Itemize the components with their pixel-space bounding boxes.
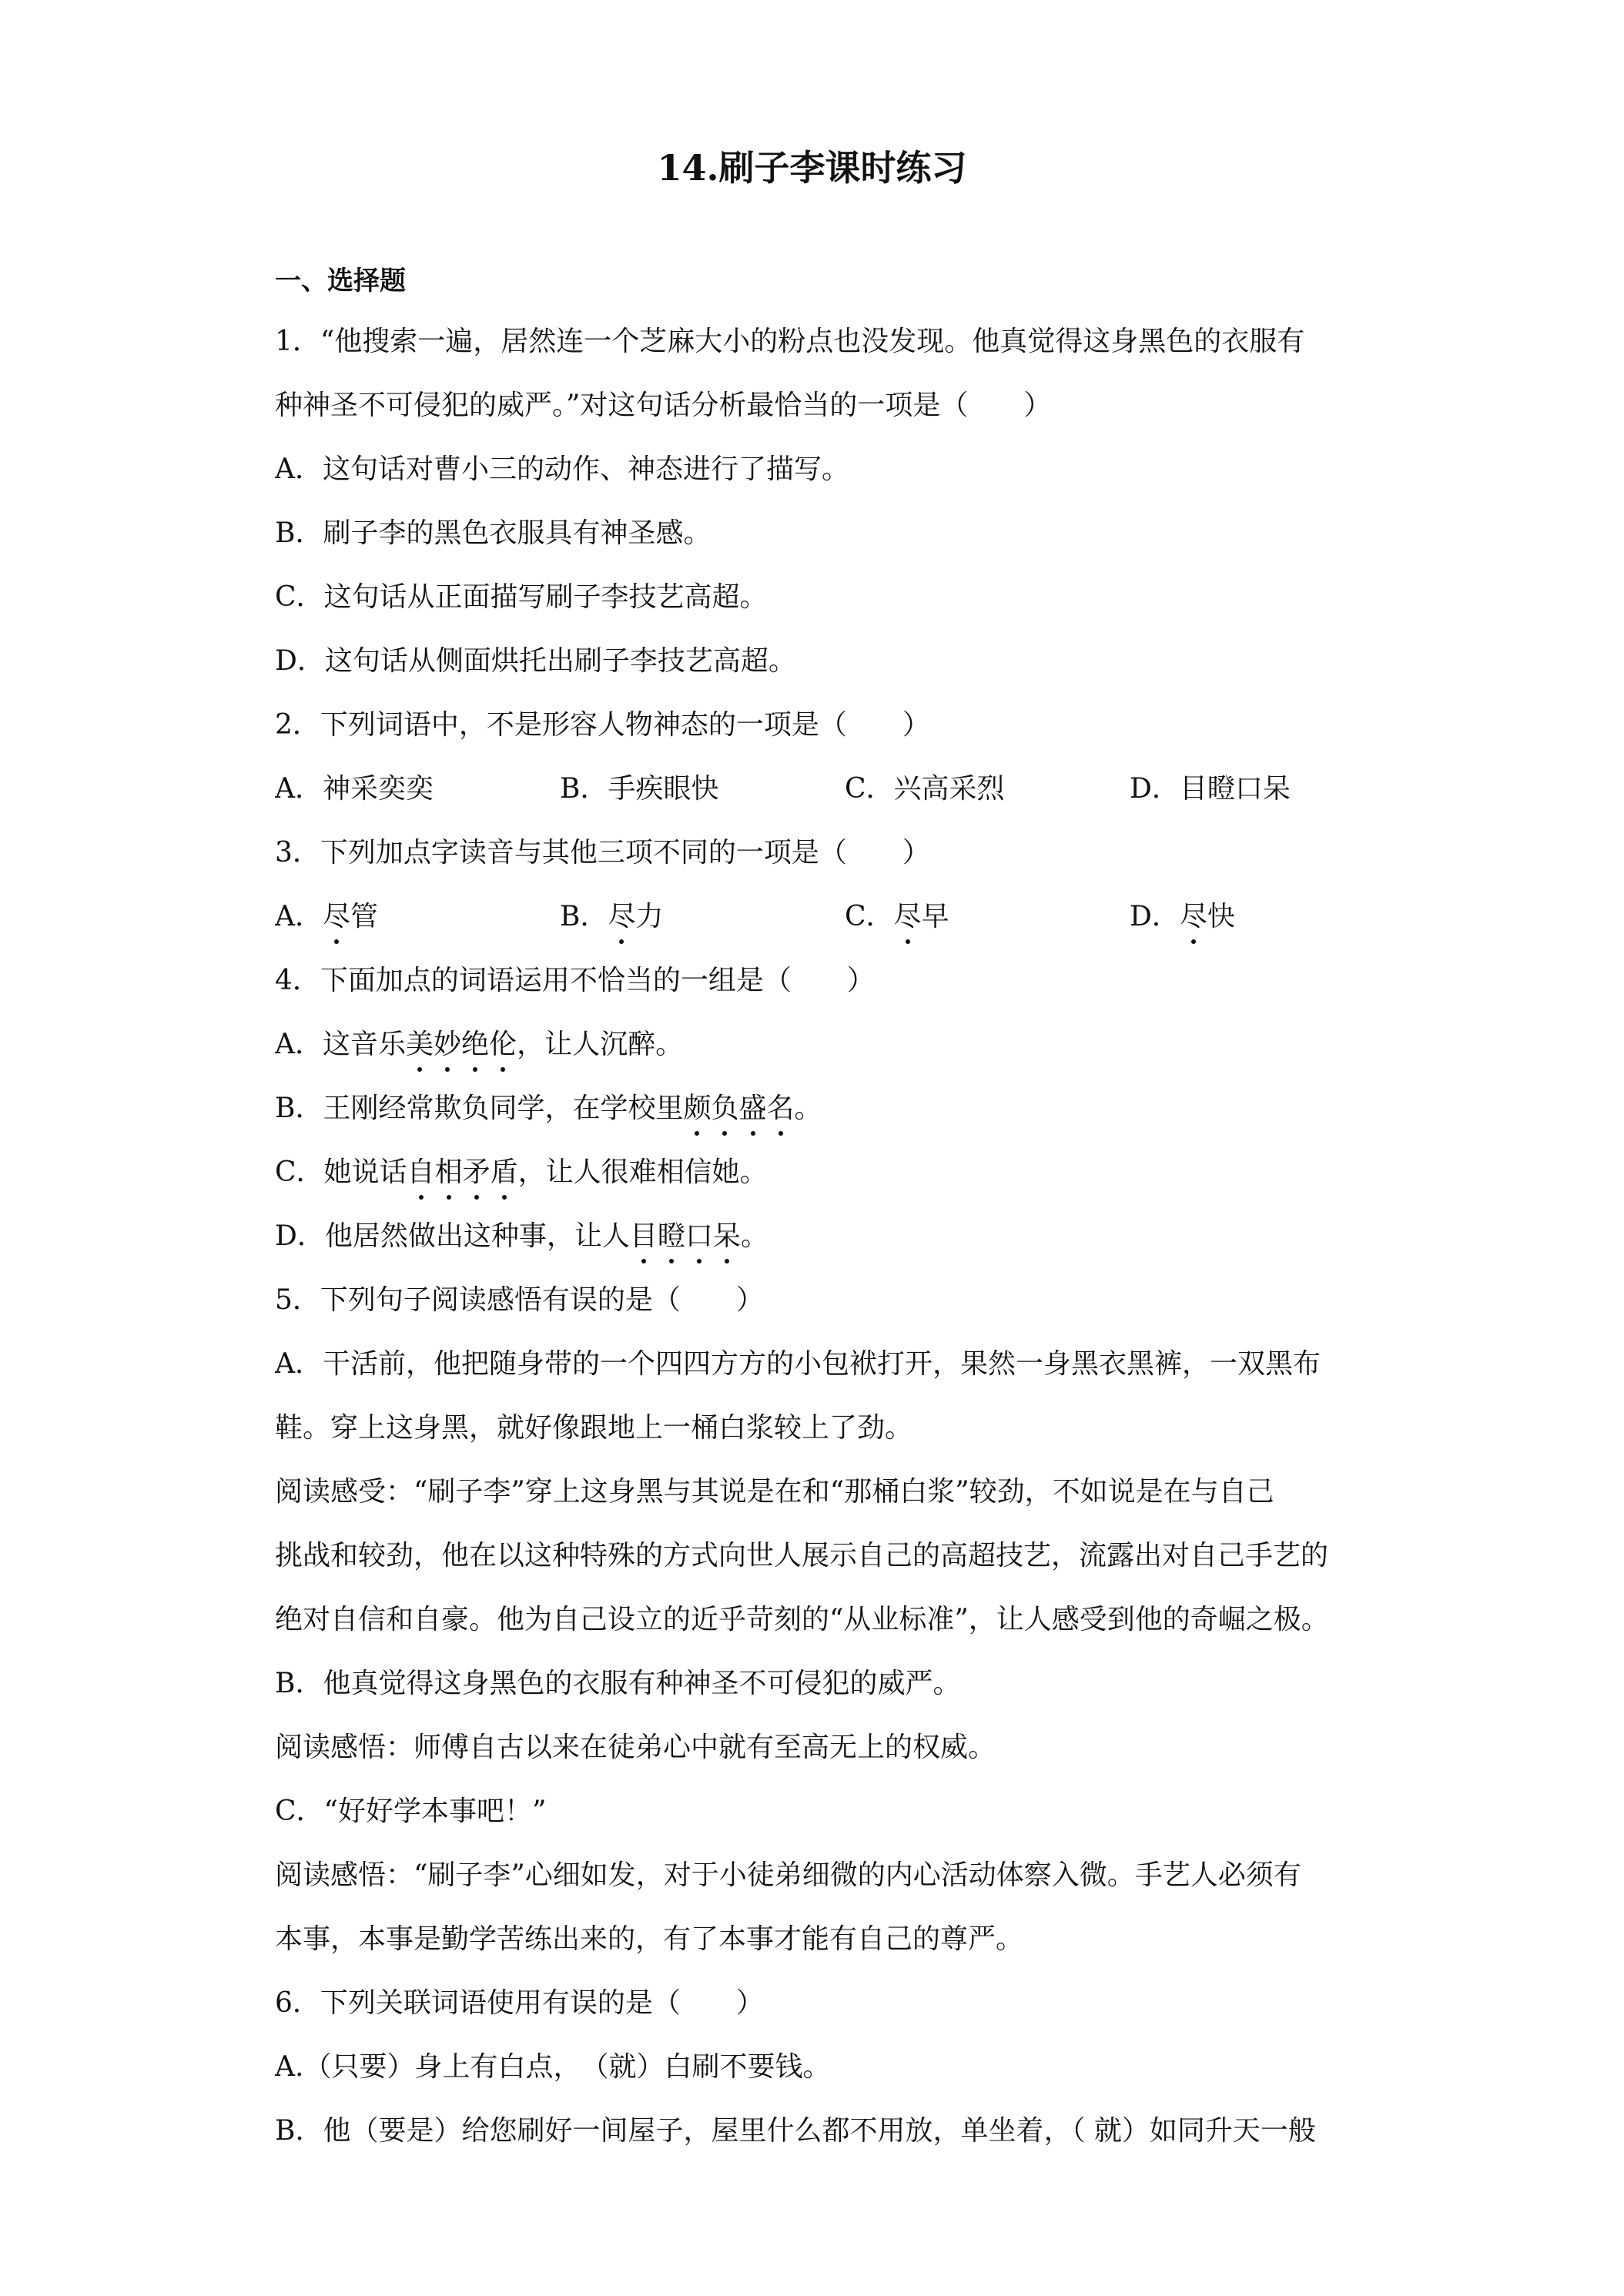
q3-b-dotted-char: 尽 bbox=[608, 885, 635, 949]
q3-a-rest: 管 bbox=[350, 901, 379, 932]
q4-option-d bbox=[275, 1204, 1368, 1268]
q3-option-d bbox=[1130, 885, 1368, 949]
dotted-char: 目 bbox=[630, 1204, 658, 1268]
dotted-char: 口 bbox=[685, 1204, 713, 1268]
q2-option-a: A．神采奕奕 bbox=[275, 773, 434, 805]
section-heading: 一、选择题 bbox=[275, 266, 406, 296]
dotted-char: 盛 bbox=[739, 1076, 767, 1140]
q1-option-d: D．这句话从侧面烘托出刷子李技艺高超。 bbox=[275, 645, 796, 677]
dotted-char: 负 bbox=[711, 1076, 738, 1140]
page-title: 14.刷子李课时练习 bbox=[657, 147, 967, 189]
q6-stem: 6．下列关联词语使用有误的是（ ） bbox=[275, 1987, 764, 2019]
q5-option-c-line1: C．“好好学本事吧！” bbox=[275, 1796, 547, 1827]
q4-option-c bbox=[275, 1140, 1368, 1204]
q5-stem: 5．下列句子阅读感悟有误的是（ ） bbox=[275, 1284, 764, 1316]
q3-a-dotted-char: 尽 bbox=[323, 885, 350, 949]
q3-options bbox=[275, 885, 1368, 949]
q6-option-b: B．他（要是）给您刷好一间屋子，屋里什么都不用放，单坐着，（ 就）如同升天一般 bbox=[275, 2115, 1316, 2147]
q5-option-a-line3: 阅读感受：“刷子李”穿上这身黑与其说是在和“那桶白浆”较劲，不如说是在与自己 bbox=[275, 1476, 1274, 1508]
q5-option-a-line2: 鞋。穿上这身黑，就好像跟地上一桶白浆较上了劲。 bbox=[275, 1412, 913, 1444]
dotted-char: 名 bbox=[767, 1076, 795, 1140]
q4-a-dotted-phrase bbox=[406, 1029, 517, 1060]
q4-b-post: 。 bbox=[794, 1093, 822, 1124]
q5-option-a-line5: 绝对自信和自豪。他为自己设立的近乎苛刻的“从业标准”，让人感受到他的奇崛之极。 bbox=[275, 1604, 1329, 1635]
q4-b-dotted-phrase bbox=[683, 1093, 794, 1124]
q3-option-b bbox=[560, 885, 845, 949]
q3-b-rest: 力 bbox=[635, 901, 664, 932]
q3-c-rest: 早 bbox=[921, 901, 949, 932]
q2-options bbox=[275, 757, 1368, 821]
q5-option-b-line1: B．他真觉得这身黑色的衣服有种神圣不可侵犯的威严。 bbox=[275, 1668, 961, 1699]
dotted-char: 伦 bbox=[489, 1012, 517, 1076]
q3-option-a bbox=[275, 885, 560, 949]
q4-d-post: 。 bbox=[740, 1220, 768, 1252]
q3-c-prefix: C． bbox=[845, 901, 894, 932]
dotted-char: 自 bbox=[407, 1140, 435, 1204]
q3-a-prefix: A． bbox=[275, 901, 323, 932]
q4-option-a bbox=[275, 1012, 1368, 1076]
q4-a-pre: A．这音乐 bbox=[275, 1029, 406, 1060]
dotted-char: 颇 bbox=[683, 1076, 711, 1140]
q3-d-dotted-char: 尽 bbox=[1180, 885, 1207, 949]
dotted-char: 绝 bbox=[461, 1012, 489, 1076]
q5-option-a-line1: A．干活前，他把随身带的一个四四方方的小包袱打开，果然一身黑衣黑裤，一双黑布 bbox=[275, 1348, 1321, 1380]
q3-d-rest: 快 bbox=[1207, 901, 1235, 932]
q2-option-c: C．兴高采烈 bbox=[845, 773, 1005, 805]
q2-option-d: D．目瞪口呆 bbox=[1130, 773, 1291, 805]
q1-stem-line2: 种神圣不可侵犯的威严。”对这句话分析最恰当的一项是（ ） bbox=[275, 390, 1052, 421]
q3-c-dotted-char: 尽 bbox=[894, 885, 922, 949]
q5-option-a-line4: 挑战和较劲，他在以这种特殊的方式向世人展示自己的高超技艺，流露出对自己手艺的 bbox=[275, 1540, 1329, 1571]
dotted-char: 妙 bbox=[434, 1012, 461, 1076]
dotted-char: 美 bbox=[406, 1012, 434, 1076]
q1-option-b: B．刷子李的黑色衣服具有神圣感。 bbox=[275, 517, 712, 549]
q5-option-c-line2: 阅读感悟：“刷子李”心细如发，对于小徒弟细微的内心活动体察入微。手艺人必须有 bbox=[275, 1859, 1301, 1891]
q4-d-dotted-phrase bbox=[630, 1220, 741, 1252]
q4-a-post: ，让人沉醉。 bbox=[517, 1029, 684, 1060]
dotted-char: 相 bbox=[435, 1140, 463, 1204]
q6-option-a: A.（只要）身上有白点， （就）白刷不要钱。 bbox=[275, 2051, 831, 2083]
q4-d-pre: D．他居然做出这种事，让人 bbox=[275, 1220, 630, 1252]
dotted-char: 盾 bbox=[491, 1140, 518, 1204]
q5-option-c-line3: 本事，本事是勤学苦练出来的，有了本事才能有自己的尊严。 bbox=[275, 1923, 1024, 1955]
q1-stem-line1: 1．“他搜索一遍，居然连一个芝麻大小的粉点也没发现。他真觉得这身黑色的衣服有 bbox=[275, 326, 1305, 357]
q5-option-b-line2: 阅读感悟：师傅自古以来在徒弟心中就有至高无上的权威。 bbox=[275, 1732, 996, 1763]
q4-c-dotted-phrase bbox=[407, 1156, 518, 1188]
q3-option-c bbox=[845, 885, 1130, 949]
q1-option-a: A．这句话对曹小三的动作、神态进行了描写。 bbox=[275, 454, 849, 485]
q4-c-pre: C．她说话 bbox=[275, 1156, 407, 1188]
q4-b-pre: B．王刚经常欺负同学，在学校里 bbox=[275, 1093, 684, 1124]
dotted-char: 呆 bbox=[713, 1204, 741, 1268]
dotted-char: 矛 bbox=[463, 1140, 491, 1204]
q3-stem: 3．下列加点字读音与其他三项不同的一项是（ ） bbox=[275, 837, 930, 869]
q4-option-b bbox=[275, 1076, 1368, 1140]
dotted-char: 瞪 bbox=[658, 1204, 685, 1268]
q4-stem: 4．下面加点的词语运用不恰当的一组是（ ） bbox=[275, 965, 875, 996]
q1-option-c: C．这句话从正面描写刷子李技艺高超。 bbox=[275, 581, 768, 613]
q3-d-prefix: D． bbox=[1130, 901, 1180, 932]
worksheet-content bbox=[275, 253, 1368, 2163]
q2-stem: 2．下列词语中，不是形容人物神态的一项是（ ） bbox=[275, 709, 930, 741]
q2-option-b: B．手疾眼快 bbox=[560, 773, 719, 805]
q4-c-post: ，让人很难相信她。 bbox=[517, 1156, 768, 1188]
q3-b-prefix: B． bbox=[560, 901, 608, 932]
